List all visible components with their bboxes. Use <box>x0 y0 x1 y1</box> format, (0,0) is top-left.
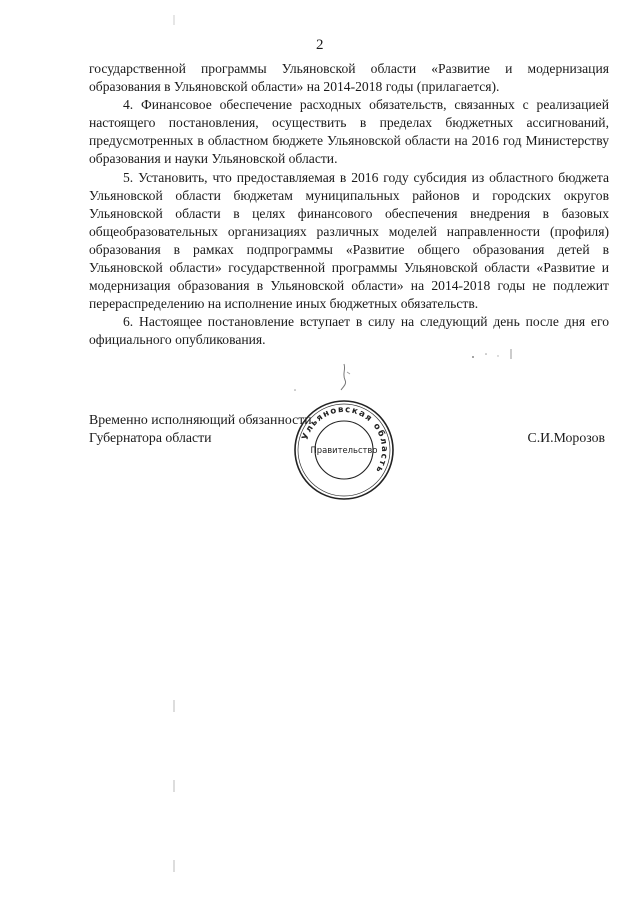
seal-inner-text: Правительство <box>310 445 378 455</box>
signatory-position-line1: Временно исполняющий обязанности <box>89 412 312 427</box>
paragraph-item-6: 6. Настоящее постановление вступает в силу на следующий день после дня его официального опубликования. <box>89 314 609 348</box>
page-number: 2 <box>316 37 324 53</box>
seal-outer-text: Ульяновская область <box>300 404 390 476</box>
official-seal-stamp <box>292 398 396 502</box>
signatory-position-line2: Губернатора области <box>89 430 212 445</box>
handwritten-signature-mark <box>336 362 356 392</box>
document-body <box>89 60 609 350</box>
signatory-name: С.И.Морозов <box>527 430 605 445</box>
paragraph-continuation: государственной программы Ульяновской области «Развитие и модернизация образования в Ульяновской области» на 2014-2018 годы (прилагается). <box>89 61 609 95</box>
paragraph-item-4: 4. Финансовое обеспечение расходных обязательств, связанных с реализацией настоящего постановления, осуществить в пределах бюджетных ассигнований, предусмотренных в областном бюджете Ульяновской области на 2016 год Министерству образования и науки Ульяновской области. <box>89 97 609 167</box>
paragraph-item-5: 5. Установить, что предоставляемая в 2016 году субсидия из областного бюджета Ульяновской области бюджетам муниципальных районов и городских округов Ульяновской области в целях финансового обеспечения внедрения в базовых общеобразовательных организациях различных моделей направленности (профиля) образования в рамках подпрограммы «Развитие общего образования детей в Ульяновской области» государственной программы Ульяновской области «Развитие и модернизация образования в Ульяновской области» на 2014-2018 годы не подлежит перераспределению на исполнение иных бюджетных обязательств. <box>89 169 609 312</box>
